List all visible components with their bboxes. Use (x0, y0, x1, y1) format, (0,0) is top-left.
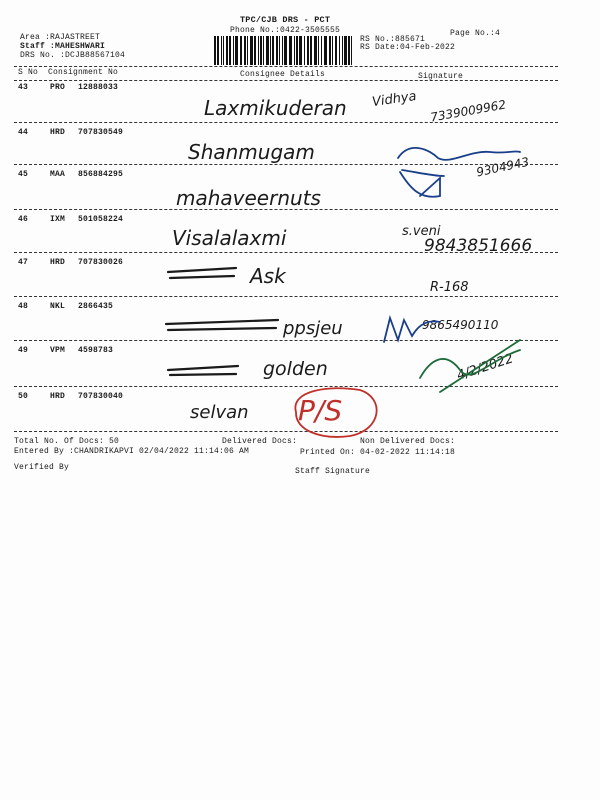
barcode-bar (351, 36, 352, 65)
signature-handwriting: R-168 (430, 280, 469, 295)
barcode-bar (233, 36, 234, 65)
consignee-handwriting: Ask (250, 264, 286, 288)
divider (14, 252, 558, 253)
barcode-bar (299, 36, 302, 65)
divider (14, 296, 558, 297)
divider (14, 431, 558, 432)
printed-on: Printed On: 04-02-2022 11:14:18 (300, 448, 456, 457)
divider (14, 80, 558, 81)
barcode (214, 36, 352, 65)
divider (14, 340, 558, 341)
barcode-bar (339, 36, 340, 65)
consignment-number: 12888033 (78, 83, 119, 92)
barcode-bar (310, 36, 312, 65)
column-consignee: Consignee Details (240, 70, 326, 79)
phone-handwriting: 9843851666 (424, 236, 533, 256)
consignment-prefix: MAA (50, 170, 66, 179)
barcode-bar (294, 36, 295, 65)
barcode-bar (276, 36, 278, 65)
row-sno: 50 (18, 392, 29, 401)
barcode-bar (344, 36, 347, 65)
consignee-handwriting: mahaveernuts (176, 186, 321, 210)
barcode-bar (217, 36, 219, 65)
entered-by: Entered By :CHANDRIKAPVI 02/04/2022 11:14:06 AM (14, 447, 250, 456)
column-signature: Signature (418, 72, 464, 81)
consignment-prefix: VPM (50, 346, 66, 355)
area-label: Area :RAJASTREET (20, 33, 101, 42)
barcode-bar (250, 36, 253, 65)
barcode-bar (282, 36, 283, 65)
row-sno: 43 (18, 83, 29, 92)
barcode-bar (318, 36, 319, 65)
consignee-handwriting: ppsjeu (283, 318, 343, 339)
rs-date: RS Date:04-Feb-2022 (360, 43, 456, 52)
divider (14, 122, 558, 123)
signature-handwriting: Vidhya (371, 88, 418, 111)
total-docs: Total No. Of Docs: 50 (14, 437, 120, 446)
barcode-bar (235, 36, 238, 65)
phone-number: Phone No.:0422-3505555 (230, 26, 341, 35)
barcode-bar (332, 36, 333, 65)
delivered-docs: Delivered Docs: (222, 437, 298, 446)
phone-handwriting: 7339009962 (429, 97, 507, 125)
barcode-bar (270, 36, 271, 65)
barcode-bar (244, 36, 246, 65)
barcode-bar (221, 36, 222, 65)
barcode-bar (272, 36, 274, 65)
strike-through-mark (168, 268, 236, 278)
strike-through-mark (166, 320, 278, 330)
phone-handwriting: 9865490110 (422, 318, 499, 332)
barcode-bar (289, 36, 292, 65)
consignment-prefix: HRD (50, 392, 66, 401)
barcode-bar (214, 36, 216, 65)
barcode-bar (342, 36, 343, 65)
barcode-bar (329, 36, 331, 65)
consignment-number: 707830026 (78, 258, 124, 267)
barcode-bar (223, 36, 224, 65)
row-sno: 48 (18, 302, 29, 311)
barcode-bar (304, 36, 305, 65)
column-consignment: Consignment No (48, 68, 119, 77)
barcode-bar (247, 36, 248, 65)
barcode-bar (279, 36, 280, 65)
barcode-bar (348, 36, 350, 65)
divider (14, 386, 558, 387)
row-sno: 45 (18, 170, 29, 179)
barcode-bar (240, 36, 242, 65)
consignment-number: 501058224 (78, 215, 124, 224)
consignee-handwriting: Visalalaxmi (172, 226, 287, 250)
barcode-bar (258, 36, 259, 65)
consignment-prefix: IXM (50, 215, 66, 224)
column-sno: S No (18, 68, 39, 77)
staff-label: Staff :MAHESHWARI (20, 42, 106, 51)
barcode-bar (226, 36, 228, 65)
verified-by: Verified By (14, 463, 70, 472)
barcode-bar (254, 36, 256, 65)
barcode-bar (284, 36, 287, 65)
consignment-number: 4598783 (78, 346, 114, 355)
document-title: TPC/CJB DRS - PCT (240, 15, 331, 25)
barcode-bar (296, 36, 298, 65)
row-sno: 49 (18, 346, 29, 355)
divider (14, 66, 558, 67)
rs-number: RS No.:885671 (360, 35, 426, 44)
row-sno: 44 (18, 128, 29, 137)
signature-handwriting: P/S (298, 394, 343, 427)
divider (14, 209, 558, 210)
strike-through-mark (168, 366, 238, 375)
consignment-number: 856884295 (78, 170, 124, 179)
consignment-number: 707830040 (78, 392, 124, 401)
phone-handwriting: 9304943 (475, 154, 531, 180)
non-delivered-docs: Non Delivered Docs: (360, 437, 456, 446)
consignment-prefix: NKL (50, 302, 66, 311)
row-sno: 47 (18, 258, 29, 267)
consignee-handwriting: Shanmugam (188, 140, 315, 164)
signature-scribble (398, 148, 520, 160)
consignee-handwriting: golden (263, 358, 328, 380)
barcode-bar (266, 36, 269, 65)
barcode-bar (307, 36, 309, 65)
barcode-bar (260, 36, 262, 65)
consignment-number: 2866435 (78, 302, 114, 311)
barcode-bar (314, 36, 317, 65)
consignment-prefix: PRO (50, 83, 66, 92)
page-number: Page No.:4 (450, 29, 501, 38)
staff-signature: Staff Signature (295, 467, 371, 476)
consignee-handwriting: Laxmikuderan (204, 96, 347, 120)
consignment-prefix: HRD (50, 128, 66, 137)
barcode-bar (263, 36, 264, 65)
consignee-handwriting: selvan (190, 402, 249, 423)
signature-scribble (400, 170, 444, 197)
barcode-bar (229, 36, 231, 65)
signature-handwriting: 4/2/2022 (455, 351, 516, 384)
barcode-bar (335, 36, 337, 65)
barcode-bar (321, 36, 322, 65)
drs-number: DRS No. :DCJB88567104 (20, 51, 126, 60)
consignment-number: 707830549 (78, 128, 124, 137)
signature-handwriting: s.veni (402, 224, 441, 239)
consignment-prefix: HRD (50, 258, 66, 267)
barcode-bar (324, 36, 327, 65)
row-sno: 46 (18, 215, 29, 224)
